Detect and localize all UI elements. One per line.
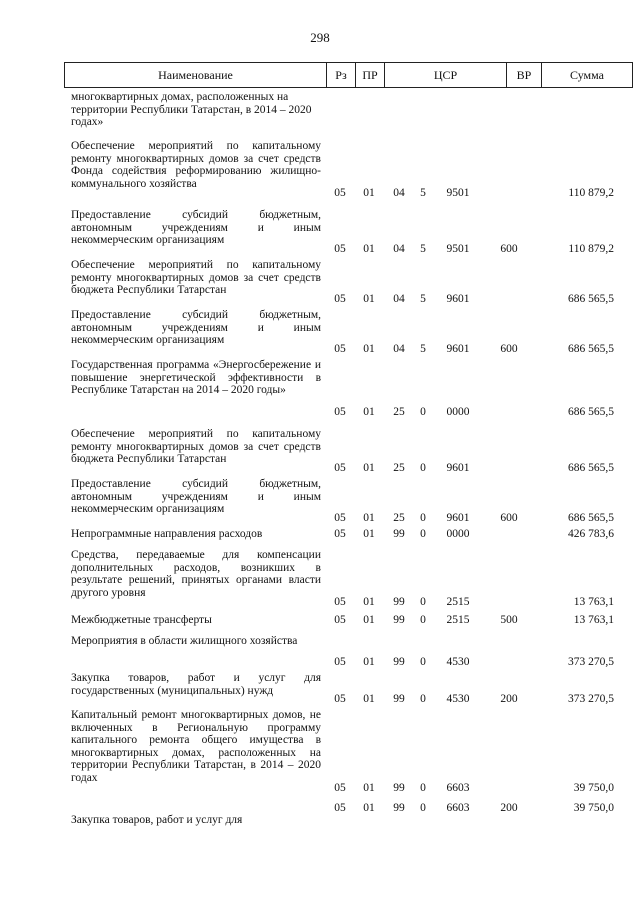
row-name: Капитальный ремонт многоквартирных домов, не включенных в Региональную программу капитального ремонта общего имущества в многоквартирных домах, расположенных на территории Республики Татарстан, в 2014 – 2020 годах (71, 709, 321, 784)
code-csr-subprogram: 0 (420, 802, 426, 814)
code-csr-program: 99 (393, 614, 405, 626)
code-csr-program: 04 (393, 293, 405, 305)
code-rz: 05 (334, 528, 346, 540)
code-csr-program: 25 (393, 512, 405, 524)
code-csr-subprogram: 0 (420, 693, 426, 705)
code-csr-program: 25 (393, 462, 405, 474)
code-rz: 05 (334, 693, 346, 705)
code-pr: 01 (363, 293, 375, 305)
column-header-sum: Сумма (541, 63, 632, 87)
row-name: Непрограммные направления расходов (71, 528, 263, 540)
row-name: Государственная программа «Энергосбережение и повышение энергетической эффективности в Республике Татарстан на 2014 – 2020 годы» (71, 359, 321, 397)
amount: 39 750,0 (573, 802, 614, 814)
code-rz: 05 (334, 782, 346, 794)
amount: 13 763,1 (573, 614, 614, 626)
code-csr-direction: 9501 (446, 243, 470, 255)
code-rz: 05 (334, 512, 346, 524)
code-pr: 01 (363, 462, 375, 474)
table-header (64, 62, 633, 88)
amount: 686 565,5 (568, 293, 614, 305)
amount: 686 565,5 (568, 343, 614, 355)
code-rz: 05 (334, 802, 346, 814)
amount: 110 879,2 (568, 243, 614, 255)
row-name: Обеспечение мероприятий по капитальному ремонту многоквартирных домов за счет средств бюджета Республики Татарстан (71, 428, 321, 466)
column-header-vr: ВР (506, 63, 541, 87)
code-vr: 600 (500, 243, 518, 255)
code-csr-subprogram: 0 (420, 512, 426, 524)
code-pr: 01 (363, 656, 375, 668)
code-csr-program: 25 (393, 406, 405, 418)
amount: 686 565,5 (568, 462, 614, 474)
code-pr: 01 (363, 243, 375, 255)
code-rz: 05 (334, 656, 346, 668)
code-csr-direction: 6603 (446, 802, 470, 814)
row-name: Межбюджетные трансферты (71, 614, 212, 626)
code-csr-program: 04 (393, 343, 405, 355)
code-csr-subprogram: 0 (420, 614, 426, 626)
code-vr: 600 (500, 343, 518, 355)
code-csr-direction: 4530 (446, 656, 470, 668)
code-pr: 01 (363, 187, 375, 199)
row-name: Предоставление субсидий бюджетным, автономным учреждениям и иным некоммерческим организациям (71, 209, 321, 247)
continuation-text: многоквартирных домах, расположенных на территории Республики Татарстан, в 2014 – 2020 годах» (71, 91, 312, 129)
code-csr-subprogram: 0 (420, 406, 426, 418)
code-vr: 600 (500, 512, 518, 524)
amount: 373 270,5 (568, 693, 614, 705)
code-csr-direction: 0000 (446, 406, 470, 418)
amount: 373 270,5 (568, 656, 614, 668)
code-csr-subprogram: 5 (420, 187, 426, 199)
amount: 686 565,5 (568, 512, 614, 524)
code-vr: 500 (500, 614, 518, 626)
row-name: Мероприятия в области жилищного хозяйства (71, 635, 298, 647)
code-csr-subprogram: 0 (420, 528, 426, 540)
code-csr-direction: 9601 (446, 462, 470, 474)
amount: 39 750,0 (573, 782, 614, 794)
code-pr: 01 (363, 596, 375, 608)
column-header-csr: ЦСР (384, 63, 506, 87)
code-csr-subprogram: 0 (420, 462, 426, 474)
code-csr-program: 99 (393, 782, 405, 794)
code-csr-subprogram: 0 (420, 782, 426, 794)
amount: 686 565,5 (568, 406, 614, 418)
code-csr-program: 99 (393, 528, 405, 540)
code-csr-subprogram: 5 (420, 343, 426, 355)
code-csr-direction: 9501 (446, 187, 470, 199)
code-rz: 05 (334, 596, 346, 608)
code-csr-direction: 2515 (446, 596, 470, 608)
code-vr: 200 (500, 802, 518, 814)
code-csr-program: 99 (393, 656, 405, 668)
code-csr-subprogram: 0 (420, 656, 426, 668)
code-csr-direction: 9601 (446, 512, 470, 524)
code-csr-program: 99 (393, 693, 405, 705)
code-rz: 05 (334, 343, 346, 355)
row-name: Средства, передаваемые для компенсации дополнительных расходов, возникших в результате решений, принятых органами власти другого уровня (71, 549, 321, 599)
code-csr-subprogram: 5 (420, 243, 426, 255)
row-name: Закупка товаров, работ и услуг для (71, 814, 243, 826)
code-rz: 05 (334, 187, 346, 199)
code-csr-program: 99 (393, 596, 405, 608)
code-rz: 05 (334, 614, 346, 626)
column-header-rz: Рз (326, 63, 355, 87)
code-vr: 200 (500, 693, 518, 705)
code-csr-direction: 9601 (446, 293, 470, 305)
amount: 426 783,6 (568, 528, 614, 540)
code-csr-direction: 4530 (446, 693, 470, 705)
code-pr: 01 (363, 802, 375, 814)
row-name: Предоставление субсидий бюджетным, автономным учреждениям и иным некоммерческим организациям (71, 478, 321, 516)
code-rz: 05 (334, 406, 346, 418)
column-header-pr: ПР (355, 63, 384, 87)
code-pr: 01 (363, 614, 375, 626)
code-csr-program: 04 (393, 243, 405, 255)
column-header-name: Наименование (158, 67, 233, 82)
row-name: Обеспечение мероприятий по капитальному ремонту многоквартирных домов за счет средств Фонда содействия реформированию жилищно-коммунального хозяйства (71, 140, 321, 190)
code-pr: 01 (363, 512, 375, 524)
amount: 13 763,1 (573, 596, 614, 608)
code-pr: 01 (363, 406, 375, 418)
row-name: Предоставление субсидий бюджетным, автономным учреждениям и иным некоммерческим организациям (71, 309, 321, 347)
code-csr-direction: 6603 (446, 782, 470, 794)
code-pr: 01 (363, 782, 375, 794)
amount: 110 879,2 (568, 187, 614, 199)
code-csr-subprogram: 0 (420, 596, 426, 608)
code-pr: 01 (363, 528, 375, 540)
code-csr-program: 99 (393, 802, 405, 814)
code-csr-subprogram: 5 (420, 293, 426, 305)
code-csr-program: 04 (393, 187, 405, 199)
code-csr-direction: 0000 (446, 528, 470, 540)
code-pr: 01 (363, 343, 375, 355)
row-name: Закупка товаров, работ и услуг для государственных (муниципальных) нужд (71, 672, 321, 697)
code-csr-direction: 2515 (446, 614, 470, 626)
page-number: 298 (310, 30, 330, 45)
row-name: Обеспечение мероприятий по капитальному ремонту многоквартирных домов за счет средств бюджета Республики Татарстан (71, 259, 321, 297)
code-pr: 01 (363, 693, 375, 705)
code-rz: 05 (334, 462, 346, 474)
code-csr-direction: 9601 (446, 343, 470, 355)
code-rz: 05 (334, 293, 346, 305)
code-rz: 05 (334, 243, 346, 255)
